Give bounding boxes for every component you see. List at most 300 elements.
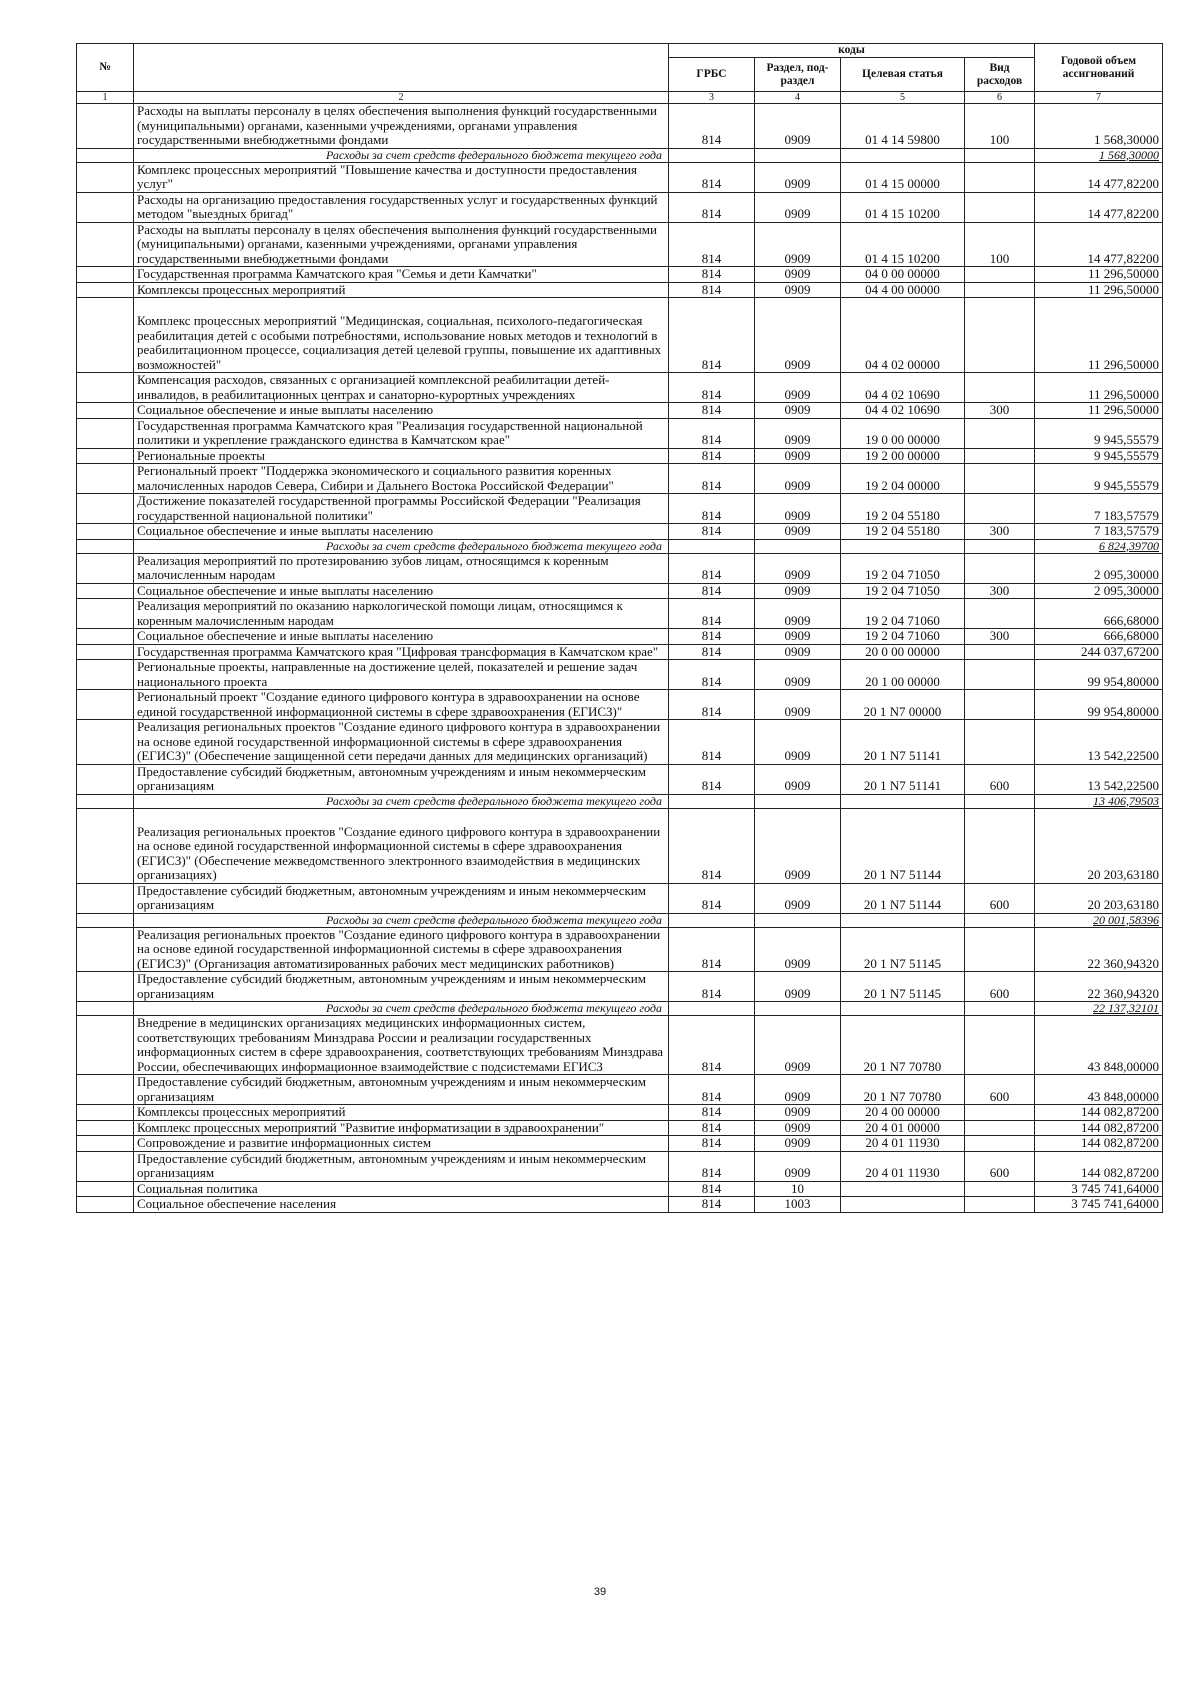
row-number-cell (77, 418, 134, 448)
grbs-cell: 814 (669, 373, 755, 403)
federal-budget-row (77, 148, 1163, 162)
section-cell: 0909 (755, 808, 841, 883)
column-number-row (77, 92, 1163, 104)
grbs-cell: 814 (669, 553, 755, 583)
row-number-cell (77, 629, 134, 645)
amount-cell: 666,68000 (1035, 599, 1163, 629)
target-cell (841, 148, 965, 162)
grbs-cell: 814 (669, 222, 755, 267)
target-cell (841, 1197, 965, 1213)
row-number-cell (77, 808, 134, 883)
table-row (77, 162, 1163, 192)
row-name-cell: Комплексы процессных мероприятий (134, 1105, 669, 1121)
target-cell: 19 2 04 71050 (841, 553, 965, 583)
row-name-cell: Комплекс процессных мероприятий "Медицинская, социальная, психолого-педагогическая реабилитация детей с особыми потребностями, использование новых методов и технологий в реабилитационном процессе, социализация детей целевой группы, повышение их адаптивных возможностей" (134, 298, 669, 373)
table-row (77, 1075, 1163, 1105)
kind-cell: 600 (965, 764, 1035, 794)
row-name-cell: Социальное обеспечение и иные выплаты населению (134, 629, 669, 645)
section-cell (755, 1002, 841, 1016)
target-cell: 20 1 N7 51141 (841, 720, 965, 765)
target-cell: 01 4 15 00000 (841, 162, 965, 192)
kind-cell (965, 1105, 1035, 1121)
row-name-cell: Социальное обеспечение и иные выплаты населению (134, 524, 669, 540)
amount-cell: 11 296,50000 (1035, 298, 1163, 373)
target-cell (841, 539, 965, 553)
section-cell (755, 913, 841, 927)
target-cell: 20 1 N7 51141 (841, 764, 965, 794)
amount-cell: 9 945,55579 (1035, 418, 1163, 448)
row-number-cell (77, 1075, 134, 1105)
kind-cell (965, 464, 1035, 494)
grbs-cell: 814 (669, 644, 755, 660)
kind-cell: 600 (965, 1151, 1035, 1181)
section-cell: 0909 (755, 720, 841, 765)
table-row (77, 418, 1163, 448)
row-name-cell: Реализация региональных проектов "Создание единого цифрового контура в здравоохранении на основе единой государственной информационной системы в сфере здравоохранения (ЕГИСЗ)" (Обеспечение защищенной сети передачи данных для медицинских организаций) (134, 720, 669, 765)
section-cell: 0909 (755, 524, 841, 540)
table-row (77, 448, 1163, 464)
row-name-cell: Комплекс процессных мероприятий "Повышение качества и доступности предоставления услуг" (134, 162, 669, 192)
grbs-cell: 814 (669, 1197, 755, 1213)
row-number-cell (77, 1002, 134, 1016)
grbs-cell: 814 (669, 418, 755, 448)
row-number-cell (77, 1016, 134, 1075)
column-number: 4 (755, 92, 841, 104)
row-name-cell: Реализация региональных проектов "Создание единого цифрового контура в здравоохранении на основе единой государственной информационной системы в сфере здравоохранения (ЕГИСЗ)" (Обеспечение межведомственного электронного взаимодействия в медицинских организациях) (134, 808, 669, 883)
amount-cell: 13 406,79503 (1035, 794, 1163, 808)
grbs-cell: 814 (669, 104, 755, 149)
row-number-cell (77, 660, 134, 690)
target-cell: 01 4 15 10200 (841, 192, 965, 222)
amount-cell: 43 848,00000 (1035, 1016, 1163, 1075)
section-cell: 0909 (755, 373, 841, 403)
header-amount: Годовой объем ассигнований (1035, 44, 1163, 92)
amount-cell: 1 568,30000 (1035, 104, 1163, 149)
table-row (77, 720, 1163, 765)
grbs-cell (669, 539, 755, 553)
row-number-cell (77, 764, 134, 794)
table-row (77, 1120, 1163, 1136)
kind-cell (965, 808, 1035, 883)
federal-budget-row (77, 1002, 1163, 1016)
target-cell: 20 4 01 11930 (841, 1151, 965, 1181)
kind-cell (965, 448, 1035, 464)
kind-cell (965, 1181, 1035, 1197)
row-number-cell (77, 583, 134, 599)
target-cell: 19 2 04 00000 (841, 464, 965, 494)
row-number-cell (77, 192, 134, 222)
kind-cell (965, 913, 1035, 927)
header-section: Раздел, под-раздел (755, 58, 841, 92)
kind-cell (965, 373, 1035, 403)
row-name-cell: Сопровождение и развитие информационных систем (134, 1136, 669, 1152)
amount-cell: 11 296,50000 (1035, 267, 1163, 283)
row-name-cell: Достижение показателей государственной программы Российской Федерации "Реализация государственной национальной политики" (134, 494, 669, 524)
header-number: № (77, 44, 134, 92)
row-number-cell (77, 494, 134, 524)
row-name-cell: Реализация региональных проектов "Создание единого цифрового контура в здравоохранении на основе единой государственной информационной системы в сфере здравоохранения (ЕГИСЗ)" (Организация автоматизированных рабочих мест медицинских работников) (134, 927, 669, 972)
target-cell: 20 1 N7 70780 (841, 1075, 965, 1105)
amount-cell: 6 824,39700 (1035, 539, 1163, 553)
target-cell: 04 4 00 00000 (841, 282, 965, 298)
section-cell: 0909 (755, 583, 841, 599)
page-number: 39 (593, 1586, 607, 1598)
target-cell: 04 4 02 10690 (841, 373, 965, 403)
section-cell: 0909 (755, 104, 841, 149)
section-cell: 0909 (755, 448, 841, 464)
row-number-cell (77, 148, 134, 162)
grbs-cell (669, 794, 755, 808)
grbs-cell (669, 1002, 755, 1016)
target-cell: 20 1 N7 51144 (841, 883, 965, 913)
amount-cell: 144 082,87200 (1035, 1136, 1163, 1152)
grbs-cell: 814 (669, 298, 755, 373)
table-row (77, 298, 1163, 373)
row-name-cell: Предоставление субсидий бюджетным, автономным учреждениям и иным некоммерческим организациям (134, 883, 669, 913)
grbs-cell: 814 (669, 720, 755, 765)
target-cell: 20 4 00 00000 (841, 1105, 965, 1121)
target-cell: 20 1 N7 00000 (841, 690, 965, 720)
row-number-cell (77, 1120, 134, 1136)
federal-budget-row (77, 913, 1163, 927)
table-row (77, 629, 1163, 645)
grbs-cell: 814 (669, 524, 755, 540)
table-row (77, 373, 1163, 403)
section-cell: 0909 (755, 1136, 841, 1152)
section-cell: 0909 (755, 883, 841, 913)
section-cell (755, 539, 841, 553)
section-cell: 0909 (755, 1075, 841, 1105)
table-row (77, 222, 1163, 267)
table-row (77, 1016, 1163, 1075)
amount-cell: 22 137,32101 (1035, 1002, 1163, 1016)
table-row (77, 494, 1163, 524)
kind-cell (965, 553, 1035, 583)
kind-cell (965, 418, 1035, 448)
kind-cell (965, 927, 1035, 972)
kind-cell (965, 1016, 1035, 1075)
target-cell: 20 1 N7 70780 (841, 1016, 965, 1075)
section-cell: 0909 (755, 972, 841, 1002)
column-number: 1 (77, 92, 134, 104)
amount-cell: 666,68000 (1035, 629, 1163, 645)
grbs-cell: 814 (669, 1120, 755, 1136)
row-number-cell (77, 1197, 134, 1213)
table-row (77, 583, 1163, 599)
amount-cell: 13 542,22500 (1035, 720, 1163, 765)
row-name-cell: Компенсация расходов, связанных с организацией комплексной реабилитации детей-инвалидов, в реабилитационных центрах и санаторно-курортных учреждениях (134, 373, 669, 403)
table-row (77, 1105, 1163, 1121)
row-name-cell: Государственная программа Камчатского края "Реализация государственной национальной политики и укрепление гражданского единства в Камчатском крае" (134, 418, 669, 448)
row-number-cell (77, 403, 134, 419)
row-number-cell (77, 464, 134, 494)
amount-cell: 20 203,63180 (1035, 883, 1163, 913)
target-cell: 04 4 02 10690 (841, 403, 965, 419)
kind-cell (965, 1002, 1035, 1016)
section-cell: 0909 (755, 403, 841, 419)
table-row (77, 403, 1163, 419)
kind-cell: 600 (965, 1075, 1035, 1105)
row-name-cell: Расходы на организацию предоставления государственных услуг и государственных функций методом "выездных бригад" (134, 192, 669, 222)
grbs-cell: 814 (669, 192, 755, 222)
section-cell: 0909 (755, 464, 841, 494)
row-name-cell: Расходы на выплаты персоналу в целях обеспечения выполнения функций государственными (муниципальными) органами, казенными учреждениями, органами управления государственными внебюджетными фондами (134, 104, 669, 149)
row-number-cell (77, 448, 134, 464)
column-number: 5 (841, 92, 965, 104)
row-name-cell: Социальное обеспечение и иные выплаты населению (134, 583, 669, 599)
table-row (77, 267, 1163, 283)
section-cell: 0909 (755, 660, 841, 690)
row-name-cell: Предоставление субсидий бюджетным, автономным учреждениям и иным некоммерческим организациям (134, 972, 669, 1002)
target-cell: 20 0 00 00000 (841, 644, 965, 660)
header-grbs: ГРБС (669, 58, 755, 92)
row-name-cell: Региональные проекты, направленные на достижение целей, показателей и решение задач национального проекта (134, 660, 669, 690)
row-number-cell (77, 1105, 134, 1121)
kind-cell: 300 (965, 583, 1035, 599)
section-cell: 0909 (755, 599, 841, 629)
kind-cell: 100 (965, 104, 1035, 149)
amount-cell: 7 183,57579 (1035, 494, 1163, 524)
header-target: Целевая статья (841, 58, 965, 92)
row-number-cell (77, 644, 134, 660)
row-name-cell: Региональный проект "Создание единого цифрового контура в здравоохранении на основе единой государственной информационной системы в сфере здравоохранения (ЕГИСЗ)" (134, 690, 669, 720)
header-name-blank (134, 44, 669, 92)
amount-cell: 14 477,82200 (1035, 162, 1163, 192)
table-row (77, 644, 1163, 660)
target-cell (841, 1181, 965, 1197)
row-number-cell (77, 373, 134, 403)
table-row (77, 883, 1163, 913)
target-cell: 19 2 04 55180 (841, 494, 965, 524)
kind-cell (965, 148, 1035, 162)
amount-cell: 7 183,57579 (1035, 524, 1163, 540)
row-name-cell: Предоставление субсидий бюджетным, автономным учреждениям и иным некоммерческим организациям (134, 1075, 669, 1105)
section-cell: 0909 (755, 1105, 841, 1121)
kind-cell: 300 (965, 629, 1035, 645)
kind-cell: 300 (965, 524, 1035, 540)
target-cell: 20 1 N7 51145 (841, 927, 965, 972)
target-cell: 19 2 04 55180 (841, 524, 965, 540)
grbs-cell: 814 (669, 690, 755, 720)
amount-cell: 3 745 741,64000 (1035, 1181, 1163, 1197)
amount-cell: 43 848,00000 (1035, 1075, 1163, 1105)
federal-budget-row (77, 539, 1163, 553)
target-cell: 19 2 04 71060 (841, 599, 965, 629)
table-row (77, 464, 1163, 494)
target-cell: 01 4 14 59800 (841, 104, 965, 149)
row-name-cell: Предоставление субсидий бюджетным, автономным учреждениям и иным некоммерческим организациям (134, 1151, 669, 1181)
row-number-cell (77, 927, 134, 972)
amount-cell: 11 296,50000 (1035, 403, 1163, 419)
grbs-cell: 814 (669, 1105, 755, 1121)
row-number-cell (77, 267, 134, 283)
grbs-cell: 814 (669, 764, 755, 794)
column-number: 7 (1035, 92, 1163, 104)
target-cell: 19 2 00 00000 (841, 448, 965, 464)
table-row (77, 553, 1163, 583)
section-cell: 0909 (755, 1016, 841, 1075)
section-cell: 0909 (755, 282, 841, 298)
table-row (77, 1151, 1163, 1181)
table-row (77, 660, 1163, 690)
grbs-cell: 814 (669, 1136, 755, 1152)
kind-cell (965, 794, 1035, 808)
kind-cell (965, 644, 1035, 660)
target-cell: 20 4 01 11930 (841, 1136, 965, 1152)
target-cell: 04 4 02 00000 (841, 298, 965, 373)
section-cell: 0909 (755, 629, 841, 645)
grbs-cell: 814 (669, 972, 755, 1002)
section-cell: 1003 (755, 1197, 841, 1213)
kind-cell (965, 267, 1035, 283)
grbs-cell: 814 (669, 660, 755, 690)
grbs-cell: 814 (669, 1181, 755, 1197)
grbs-cell: 814 (669, 808, 755, 883)
section-cell: 0909 (755, 267, 841, 283)
table-row (77, 972, 1163, 1002)
row-name-cell: Государственная программа Камчатского края "Семья и дети Камчатки" (134, 267, 669, 283)
amount-cell: 144 082,87200 (1035, 1151, 1163, 1181)
row-number-cell (77, 972, 134, 1002)
kind-cell (965, 282, 1035, 298)
amount-cell: 3 745 741,64000 (1035, 1197, 1163, 1213)
grbs-cell: 814 (669, 629, 755, 645)
header-kind: Вид расходов (965, 58, 1035, 92)
section-cell: 0909 (755, 418, 841, 448)
table-row (77, 192, 1163, 222)
row-number-cell (77, 298, 134, 373)
row-name-cell: Расходы за счет средств федерального бюджета текущего года (134, 148, 669, 162)
row-name-cell: Реализация мероприятий по протезированию зубов лицам, относящимся к коренным малочисленным народам (134, 553, 669, 583)
section-cell: 0909 (755, 690, 841, 720)
section-cell: 0909 (755, 222, 841, 267)
section-cell: 0909 (755, 192, 841, 222)
grbs-cell: 814 (669, 1016, 755, 1075)
row-number-cell (77, 222, 134, 267)
amount-cell: 9 945,55579 (1035, 448, 1163, 464)
amount-cell: 144 082,87200 (1035, 1120, 1163, 1136)
table-row (77, 808, 1163, 883)
grbs-cell: 814 (669, 403, 755, 419)
row-name-cell: Расходы за счет средств федерального бюджета текущего года (134, 794, 669, 808)
kind-cell (965, 660, 1035, 690)
grbs-cell: 814 (669, 927, 755, 972)
amount-cell: 99 954,80000 (1035, 690, 1163, 720)
grbs-cell (669, 913, 755, 927)
kind-cell: 600 (965, 883, 1035, 913)
table-row (77, 599, 1163, 629)
row-number-cell (77, 1151, 134, 1181)
table-row (77, 1181, 1163, 1197)
amount-cell: 22 360,94320 (1035, 927, 1163, 972)
section-cell: 0909 (755, 927, 841, 972)
row-name-cell: Расходы за счет средств федерального бюджета текущего года (134, 913, 669, 927)
grbs-cell: 814 (669, 448, 755, 464)
row-name-cell: Социальное обеспечение и иные выплаты населению (134, 403, 669, 419)
column-number: 2 (134, 92, 669, 104)
amount-cell: 20 001,58396 (1035, 913, 1163, 927)
grbs-cell: 814 (669, 494, 755, 524)
section-cell: 0909 (755, 298, 841, 373)
section-cell: 0909 (755, 553, 841, 583)
kind-cell (965, 1136, 1035, 1152)
budget-table-sheet (76, 43, 1162, 1213)
budget-allocation-table (76, 43, 1163, 1213)
amount-cell: 11 296,50000 (1035, 282, 1163, 298)
grbs-cell (669, 148, 755, 162)
row-name-cell: Социальное обеспечение населения (134, 1197, 669, 1213)
kind-cell (965, 1197, 1035, 1213)
table-row (77, 764, 1163, 794)
row-name-cell: Расходы за счет средств федерального бюджета текущего года (134, 1002, 669, 1016)
row-name-cell: Социальная политика (134, 1181, 669, 1197)
target-cell: 01 4 15 10200 (841, 222, 965, 267)
row-number-cell (77, 553, 134, 583)
kind-cell (965, 192, 1035, 222)
table-row (77, 104, 1163, 149)
header-codes: коды (669, 44, 1035, 58)
row-number-cell (77, 539, 134, 553)
row-name-cell: Региональные проекты (134, 448, 669, 464)
kind-cell (965, 690, 1035, 720)
row-number-cell (77, 1181, 134, 1197)
section-cell: 10 (755, 1181, 841, 1197)
amount-cell: 13 542,22500 (1035, 764, 1163, 794)
row-number-cell (77, 524, 134, 540)
section-cell (755, 148, 841, 162)
amount-cell: 1 568,30000 (1035, 148, 1163, 162)
grbs-cell: 814 (669, 282, 755, 298)
table-row (77, 1136, 1163, 1152)
target-cell (841, 1002, 965, 1016)
target-cell: 19 2 04 71060 (841, 629, 965, 645)
grbs-cell: 814 (669, 1151, 755, 1181)
kind-cell: 100 (965, 222, 1035, 267)
row-number-cell (77, 883, 134, 913)
amount-cell: 20 203,63180 (1035, 808, 1163, 883)
amount-cell: 22 360,94320 (1035, 972, 1163, 1002)
kind-cell (965, 539, 1035, 553)
kind-cell (965, 298, 1035, 373)
row-name-cell: Расходы на выплаты персоналу в целях обеспечения выполнения функций государственными (муниципальными) органами, казенными учреждениями, органами управления государственными внебюджетными фондами (134, 222, 669, 267)
section-cell: 0909 (755, 1151, 841, 1181)
row-number-cell (77, 599, 134, 629)
table-row (77, 927, 1163, 972)
table-body (77, 104, 1163, 1213)
row-number-cell (77, 104, 134, 149)
target-cell (841, 794, 965, 808)
target-cell: 04 0 00 00000 (841, 267, 965, 283)
kind-cell (965, 1120, 1035, 1136)
amount-cell: 2 095,30000 (1035, 583, 1163, 599)
kind-cell (965, 599, 1035, 629)
target-cell: 20 1 N7 51145 (841, 972, 965, 1002)
row-name-cell: Государственная программа Камчатского края "Цифровая трансформация в Камчатском крае" (134, 644, 669, 660)
row-number-cell (77, 913, 134, 927)
row-number-cell (77, 1136, 134, 1152)
target-cell: 19 2 04 71050 (841, 583, 965, 599)
kind-cell: 300 (965, 403, 1035, 419)
column-number: 6 (965, 92, 1035, 104)
federal-budget-row (77, 794, 1163, 808)
table-row (77, 1197, 1163, 1213)
table-row (77, 524, 1163, 540)
amount-cell: 144 082,87200 (1035, 1105, 1163, 1121)
row-name-cell: Комплекс процессных мероприятий "Развитие информатизации в здравоохранении" (134, 1120, 669, 1136)
target-cell: 20 4 01 00000 (841, 1120, 965, 1136)
target-cell: 20 1 00 00000 (841, 660, 965, 690)
section-cell: 0909 (755, 1120, 841, 1136)
